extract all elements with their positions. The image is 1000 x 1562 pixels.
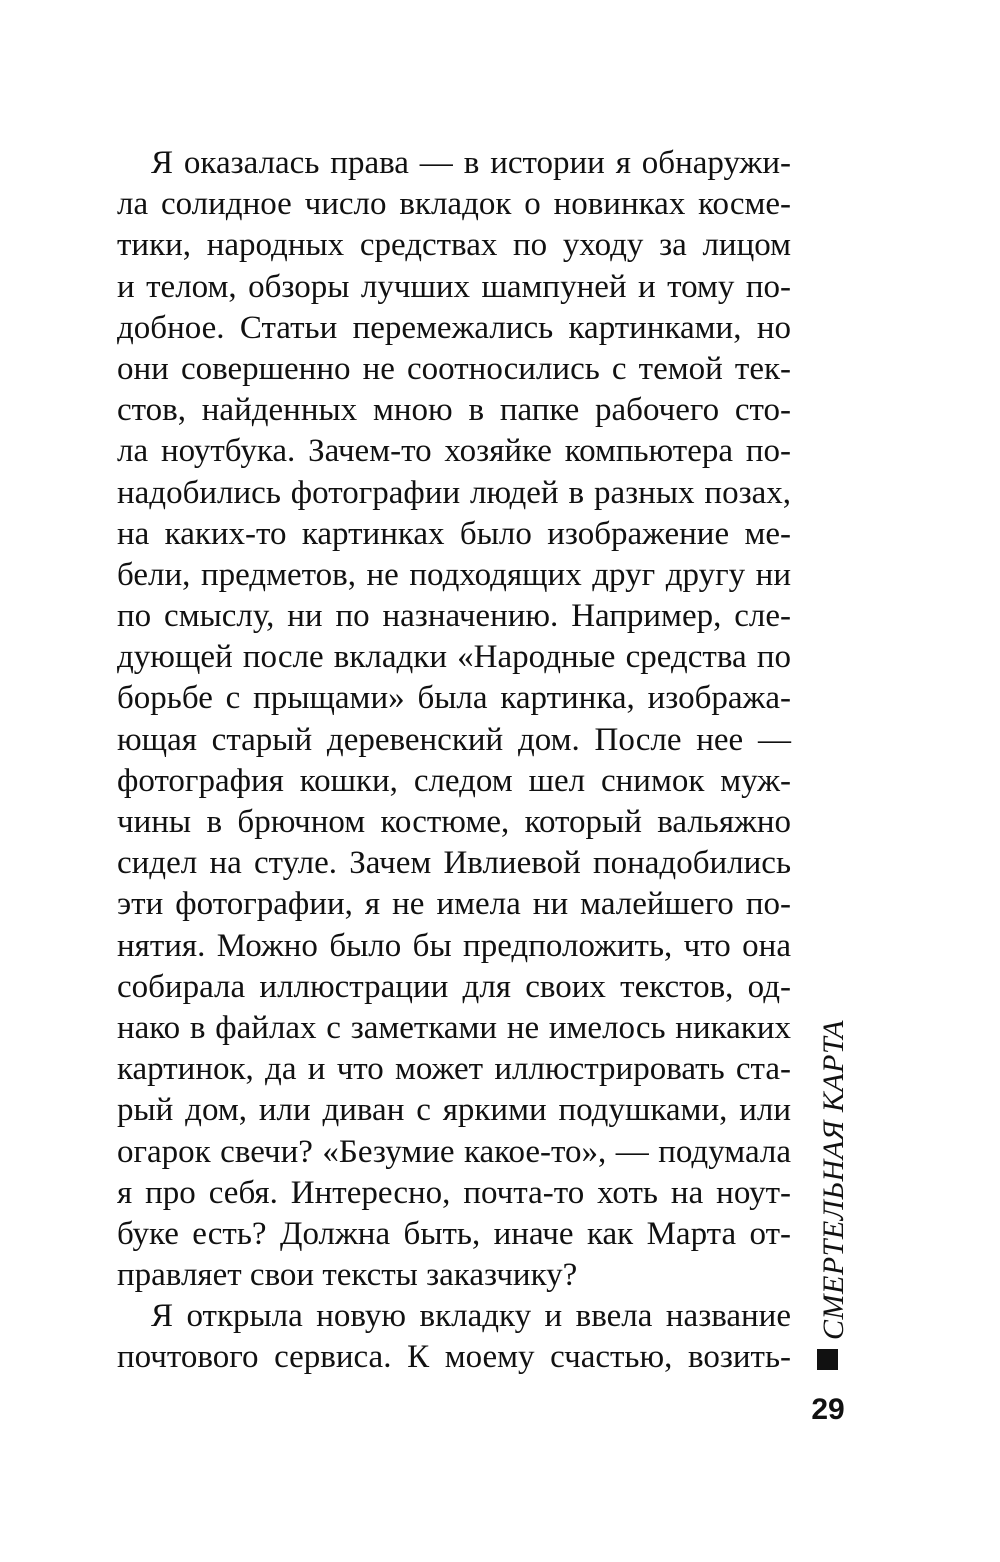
text-line: нятия. Можно было бы предположить, что она xyxy=(117,927,791,964)
text-line: картинок, да и что может иллюстрировать ста- xyxy=(117,1051,791,1088)
text-line: эти фотографии, я не имела ни малейшего по- xyxy=(117,886,791,923)
text-line: борьбе с прыщами» была картинка, изобража- xyxy=(117,680,791,717)
page-number: 29 xyxy=(811,1393,845,1426)
text-line: стов, найденных мною в папке рабочего сто- xyxy=(117,392,791,429)
text-line: ла солидное число вкладок о новинках косме- xyxy=(117,186,791,223)
text-line: Я оказалась права — в истории я обнаружи- xyxy=(151,145,791,181)
text-line: почтового сервиса. К моему счастью, возить- xyxy=(117,1339,791,1376)
text-line: ла ноутбука. Зачем-то хозяйке компьютера по- xyxy=(117,433,791,470)
text-line: огарок свечи? «Безумие какое-то», — подумала xyxy=(117,1133,791,1170)
text-line: сидел на стуле. Зачем Ивлиевой понадобились xyxy=(117,845,791,882)
text-line: надобились фотографии людей в разных позах, xyxy=(117,474,791,511)
text-line: они совершенно не соотносились с темой тек- xyxy=(117,350,791,387)
text-line: по смыслу, ни по назначению. Например, сле- xyxy=(117,598,791,635)
square-ornament xyxy=(817,1349,838,1370)
text-line: чины в брючном костюме, который вальяжно xyxy=(117,804,791,840)
text-line: собирала иллюстрации для своих текстов, од- xyxy=(117,968,791,1005)
text-line: бели, предметов, не подходящих друг другу ни xyxy=(117,556,791,593)
body-text xyxy=(117,143,791,1379)
text-line: на каких-то картинках было изображение ме- xyxy=(117,515,791,552)
text-line: фотография кошки, следом шел снимок муж- xyxy=(117,762,791,799)
text-line: буке есть? Должна быть, иначе как Марта от- xyxy=(117,1215,791,1252)
text-line: дующей после вкладки «Народные средства по xyxy=(117,639,791,676)
text-line: правляет свои тексты заказчику? xyxy=(117,1257,578,1294)
text-line: тики, народных средствах по уходу за лицом xyxy=(117,227,791,264)
text-line: Я открыла новую вкладку и ввела название xyxy=(151,1298,791,1335)
text-line: добное. Статьи перемежались картинками, но xyxy=(117,309,791,346)
text-line: нако в файлах с заметками не имелось никаких xyxy=(117,1009,791,1046)
text-line: ющая старый деревенский дом. После нее — xyxy=(117,721,791,758)
text-line: и телом, обзоры лучших шампуней и тому по- xyxy=(117,268,791,305)
running-title-text: СМЕРТЕЛЬНАЯ КАРТА xyxy=(817,1019,850,1340)
text-line: рый дом, или диван с яркими подушками, или xyxy=(117,1092,791,1129)
text-line: я про себя. Интересно, почта-то хоть на ноут- xyxy=(117,1174,791,1211)
